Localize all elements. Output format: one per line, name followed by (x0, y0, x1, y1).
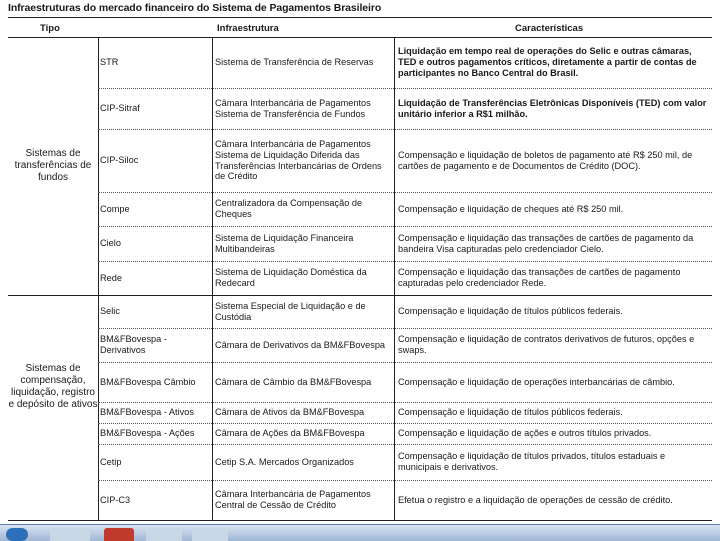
cell-tipo (98, 402, 214, 423)
cell-caracteristicas-text: Compensação e liquidação de títulos públicos federais. (398, 407, 623, 418)
group-label-compensacao: Sistemas de compensação, liquidação, registro e depósito de ativos (8, 363, 98, 410)
table-row (98, 37, 712, 88)
cell-tipo (98, 129, 214, 192)
cell-caracteristicas-text: Liquidação em tempo real de operações do Selic e outras câmaras, TED e outros pagamentos críticos, diretamente a partir de contas de participantes no Banco Central do Brasil. (398, 46, 697, 78)
cell-tipo (98, 362, 214, 402)
cell-infraestrutura-text: Câmara Interbancária de Pagamentos Central de Cessão de Crédito (215, 489, 371, 510)
cell-caracteristicas-text: Compensação e liquidação de boletos de pagamento até R$ 250 mil, de cartões de pagamento e de Documentos de Crédito (DOC). (398, 149, 693, 171)
cell-infraestrutura-text: Câmara de Ativos da BM&FBovespa (215, 407, 365, 418)
header-caracteristicas: Características (515, 23, 584, 34)
cell-infraestrutura (215, 261, 393, 295)
cell-infraestrutura-text: Câmara de Ações da BM&FBovespa (215, 428, 365, 439)
table-row (98, 192, 712, 226)
cell-caracteristicas-text: Compensação e liquidação de contratos derivativos de futuros, opções e swaps. (398, 334, 695, 355)
row-separator (98, 362, 712, 363)
row-separator (98, 226, 712, 227)
header-infraestrutura: Infraestrutura (217, 23, 279, 34)
row-separator (98, 328, 712, 329)
table-row (98, 480, 712, 520)
cell-tipo-text: BM&FBovespa - Ações (100, 428, 195, 439)
cell-infraestrutura-text: Câmara Interbancária de Pagamentos Sistema de Transferência de Fundos (215, 97, 371, 119)
cell-tipo-text: CIP-Siloc (100, 155, 139, 166)
cell-caracteristicas (398, 129, 710, 192)
cell-infraestrutura (215, 328, 393, 362)
table-row (98, 402, 712, 423)
cell-infraestrutura (215, 295, 393, 328)
cell-infraestrutura (215, 129, 393, 192)
row-separator (98, 129, 712, 130)
cell-infraestrutura-text: Sistema de Transferência de Reservas (215, 57, 374, 68)
row-separator (98, 402, 712, 403)
cell-tipo-text: Rede (100, 272, 122, 283)
table-row (98, 129, 712, 192)
cell-infraestrutura (215, 444, 393, 480)
table-row (98, 88, 712, 129)
cell-caracteristicas (398, 261, 710, 295)
cell-tipo (98, 328, 214, 362)
taskbar (0, 524, 720, 541)
cell-caracteristicas-text: Efetua o registro e a liquidação de operações de cessão de crédito. (398, 494, 673, 505)
cell-infraestrutura-text: Sistema de Liquidação Doméstica da Redecard (215, 267, 367, 288)
row-separator (98, 192, 712, 193)
taskbar-app-icon[interactable] (192, 528, 228, 541)
cell-tipo-text: BM&FBovespa Câmbio (100, 376, 196, 387)
document-title: Infraestruturas do mercado financeiro do Sistema de Pagamentos Brasileiro (8, 2, 382, 14)
taskbar-app-icon[interactable] (50, 528, 90, 541)
cell-tipo (98, 88, 214, 129)
cell-caracteristicas (398, 362, 710, 402)
cell-infraestrutura (215, 423, 393, 444)
cell-caracteristicas-text: Compensação e liquidação das transações de cartões de pagamento capturadas pelo credenciador Rede. (398, 267, 681, 288)
cell-tipo-text: STR (100, 57, 119, 68)
cell-caracteristicas-text: Compensação e liquidação de operações interbancárias de câmbio. (398, 376, 675, 387)
cell-infraestrutura (215, 480, 393, 520)
cell-infraestrutura (215, 226, 393, 261)
cell-infraestrutura (215, 402, 393, 423)
group-label-transferencias: Sistemas de transferências de fundos (14, 148, 92, 183)
cell-infraestrutura-text: Sistema de Liquidação Financeira Multibandeiras (215, 232, 354, 254)
cell-infraestrutura-text: Centralizadora da Compensação de Cheques (215, 198, 363, 219)
table-bottom-rule (8, 520, 712, 521)
cell-caracteristicas (398, 192, 710, 226)
header-top-rule (8, 17, 712, 18)
cell-caracteristicas (398, 88, 710, 129)
cell-tipo-text: Selic (100, 306, 120, 317)
row-separator (98, 480, 712, 481)
cell-tipo-text: BM&FBovespa - Derivativos (100, 334, 167, 355)
cell-tipo (98, 423, 214, 444)
cell-caracteristicas (398, 295, 710, 328)
cell-tipo-text: BM&FBovespa - Ativos (100, 407, 194, 418)
cell-caracteristicas-text: Compensação e liquidação de títulos privados, títulos estaduais e municipais e derivativos. (398, 451, 666, 472)
table-row (98, 423, 712, 444)
cell-tipo-text: Cielo (100, 238, 121, 249)
cell-tipo (98, 444, 214, 480)
taskbar-app-icon[interactable] (104, 528, 134, 541)
row-separator (98, 423, 712, 424)
cell-infraestrutura (215, 37, 393, 88)
table-row (98, 444, 712, 480)
cell-tipo (98, 192, 214, 226)
cell-infraestrutura-text: Sistema Especial de Liquidação e de Custódia (215, 300, 366, 322)
cell-infraestrutura-text: Câmara de Derivativos da BM&FBovespa (215, 339, 386, 350)
table-row (98, 226, 712, 261)
cell-caracteristicas (398, 37, 710, 88)
cell-caracteristicas-text: Liquidação de Transferências Eletrônicas Disponíveis (TED) com valor unitário inferior a R$1 milhão. (398, 97, 707, 119)
cell-caracteristicas-text: Compensação e liquidação das transações de cartões de pagamento da bandeira Visa capturadas pelo credenciador Cielo. (398, 232, 694, 254)
cell-infraestrutura (215, 192, 393, 226)
cell-caracteristicas (398, 402, 710, 423)
cell-infraestrutura (215, 88, 393, 129)
table-row (98, 362, 712, 402)
cell-tipo (98, 37, 214, 88)
table-row (98, 295, 712, 328)
cell-infraestrutura-text: Câmara de Câmbio da BM&FBovespa (215, 376, 372, 387)
cell-caracteristicas-text: Compensação e liquidação de cheques até R$ 250 mil. (398, 203, 624, 214)
row-separator (98, 88, 712, 89)
cell-caracteristicas (398, 328, 710, 362)
cell-tipo-text: Cetip (100, 456, 122, 467)
cell-infraestrutura (215, 362, 393, 402)
cell-caracteristicas (398, 480, 710, 520)
cell-tipo (98, 261, 214, 295)
taskbar-app-icon[interactable] (146, 528, 182, 541)
row-separator (98, 444, 712, 445)
cell-tipo-text: Compe (100, 203, 130, 214)
header-tipo: Tipo (40, 23, 60, 34)
table-row (98, 328, 712, 362)
row-separator (98, 261, 712, 262)
cell-tipo-text: CIP-Sitraf (100, 103, 140, 114)
cell-tipo (98, 226, 214, 261)
cell-caracteristicas (398, 423, 710, 444)
cell-caracteristicas (398, 444, 710, 480)
cell-tipo (98, 480, 214, 520)
cell-caracteristicas-text: Compensação e liquidação de ações e outros títulos privados. (398, 428, 652, 439)
cell-caracteristicas-text: Compensação e liquidação de títulos públicos federais. (398, 306, 623, 317)
cell-tipo (98, 295, 214, 328)
cell-tipo-text: CIP-C3 (100, 494, 131, 505)
start-button-icon[interactable] (6, 528, 28, 541)
cell-infraestrutura-text: Cetip S.A. Mercados Organizados (215, 456, 354, 467)
cell-caracteristicas (398, 226, 710, 261)
cell-infraestrutura-text: Câmara Interbancária de Pagamentos Sistema de Liquidação Diferida das Transferências Interbancárias de Ordens de Crédito (215, 138, 382, 182)
table-row (98, 261, 712, 295)
